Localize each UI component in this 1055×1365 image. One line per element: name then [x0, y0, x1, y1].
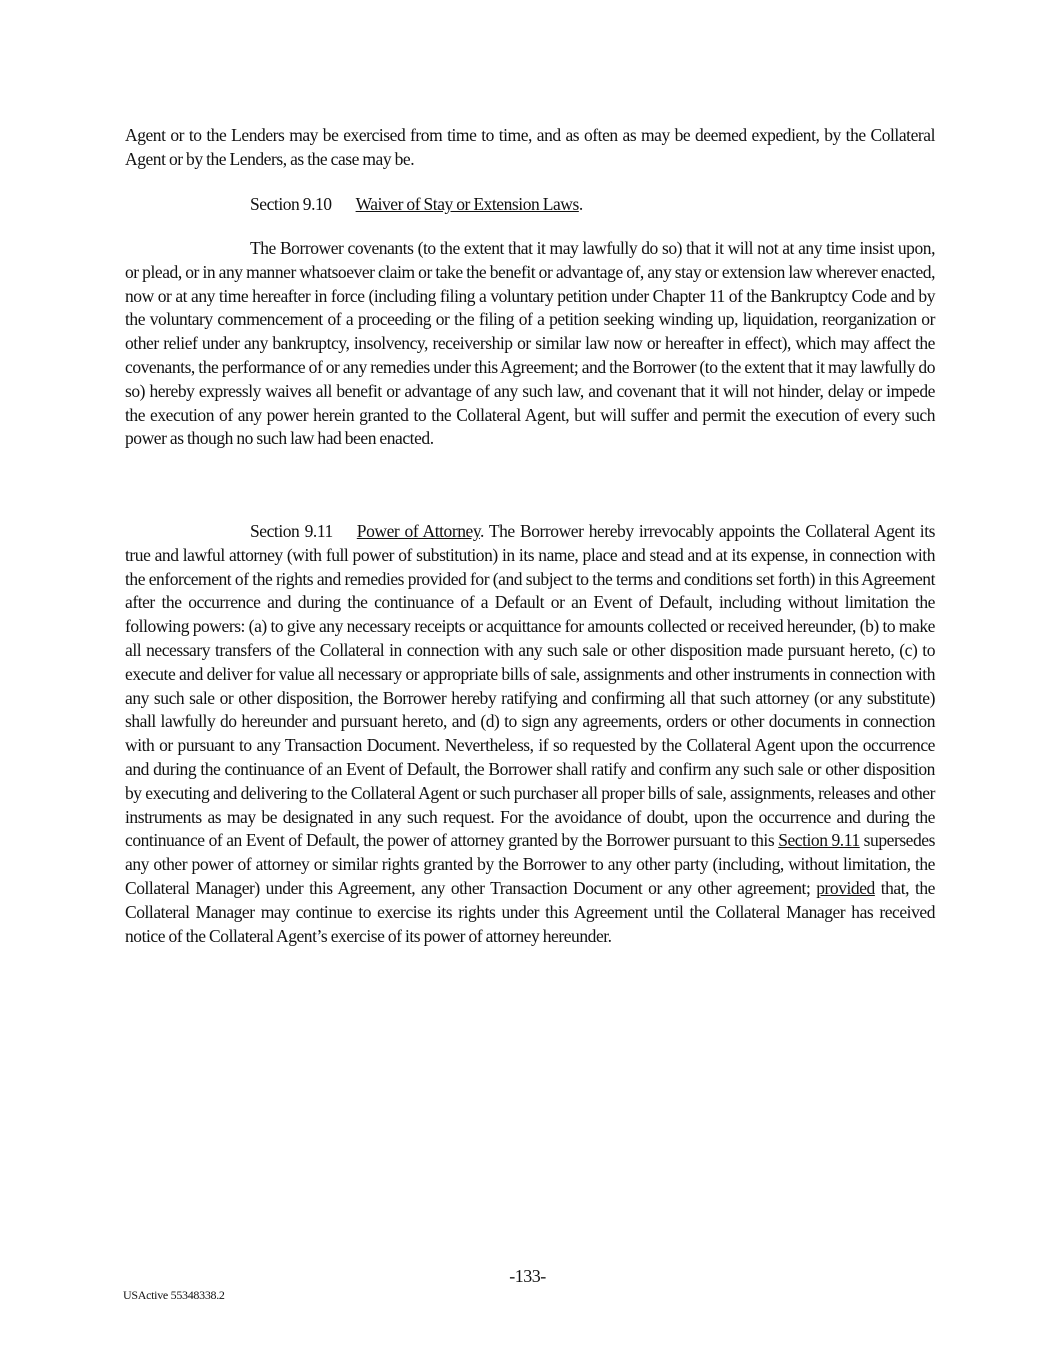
section-9-11-paragraph — [125, 520, 935, 948]
section-title: Power of Attorney — [356, 521, 480, 541]
section-body-3: that, the Collateral Manager may continue to exercise its rights under this Agreement until the Collateral Manager has received notice of the Collateral Agent’s exercise of its power of attorney hereunder. — [125, 877, 935, 946]
section-body-2: supersedes any other power of attorney or similar rights granted by the Borrower to any other party (including, without limitation, the Collateral Manager) under this Agreement, any other Transaction Document or any other agreement; — [125, 830, 935, 898]
document-id: USActive 55348338.2 — [123, 1288, 225, 1302]
section-number: Section 9.11 — [250, 521, 333, 541]
section-9-10-paragraph — [125, 237, 935, 451]
section-title: Waiver of Stay or Extension Laws — [355, 194, 579, 214]
section-body: The Borrower covenants (to the extent that it may lawfully do so) that it will not at any time insist upon, or plead, or in any manner whatsoever claim or take the benefit or advantage of, any stay or extension law wherever enacted, now or at any time hereafter in force (including filing a voluntary petition under Chapter 11 of the Bankruptcy Code and by the voluntary commencement of a proceeding or the filing of a petition seeking winding up, liquidation, reorganization or other relief under any bankruptcy, insolvency, receivership or similar law now or hereafter in effect), which may affect the covenants, the performance of or any remedies under this Agreement; and the Borrower (to the extent that it may lawfully do so) hereby expressly waives all benefit or advantage of any such law, and covenant that it will not hinder, delay or impede the execution of any power herein granted to the Collateral Agent, but will suffer and permit the execution of every such power as though no such law had been enacted. — [125, 238, 935, 449]
section-title-period: . — [578, 194, 583, 214]
provided-term: provided — [816, 877, 875, 898]
section-body-1: . The Borrower hereby irrevocably appoints the Collateral Agent its true and lawful attorney (with full power of substitution) in its name, place and stead and at its expense, in connection with the enforcement of the rights and remedies provided for (and subject to the terms and conditions set forth) in this Agreement after the occurrence and during the continuance of a Default or an Event of Default, including without limitation the following powers: (a) to give any necessary receipts or acquittance for amounts collected or received hereunder, (b) to make all necessary transfers of the Collateral in connection with any such sale or other disposition made pursuant hereto, (c) to execute and deliver for value all necessary or appropriate bills of sale, assignments and other instruments in connection with any such sale or other disposition, the Borrower hereby ratifying and confirming all that such attorney (or any substitute) shall lawfully do hereunder and pursuant hereto, and (d) to sign any agreements, orders or other documents in connection with or pursuant to any Transaction Document. Nevertheless, if so requested by the Collateral Agent upon the occurrence and during the continuance of an Event of Default, the Borrower shall ratify and confirm any such sale or other disposition by executing and delivering to the Collateral Agent or such purchaser all proper bills of sale, assignments, releases and other instruments as may be designated in any such request. For the avoidance of doubt, upon the occurrence and during the continuance of an Event of Default, the power of attorney granted by the Borrower pursuant to this — [125, 521, 935, 851]
continuation-paragraph: Agent or to the Lenders may be exercised from time to time, and as often as may be deemed expedient, by the Collateral Agent or by the Lenders, as the case may be. — [125, 125, 935, 169]
section-number: Section 9.10 — [250, 194, 332, 214]
page-number: -133- — [509, 1266, 546, 1286]
section-9-10-heading — [250, 193, 1055, 217]
section-cross-reference: Section 9.11 — [778, 830, 860, 851]
